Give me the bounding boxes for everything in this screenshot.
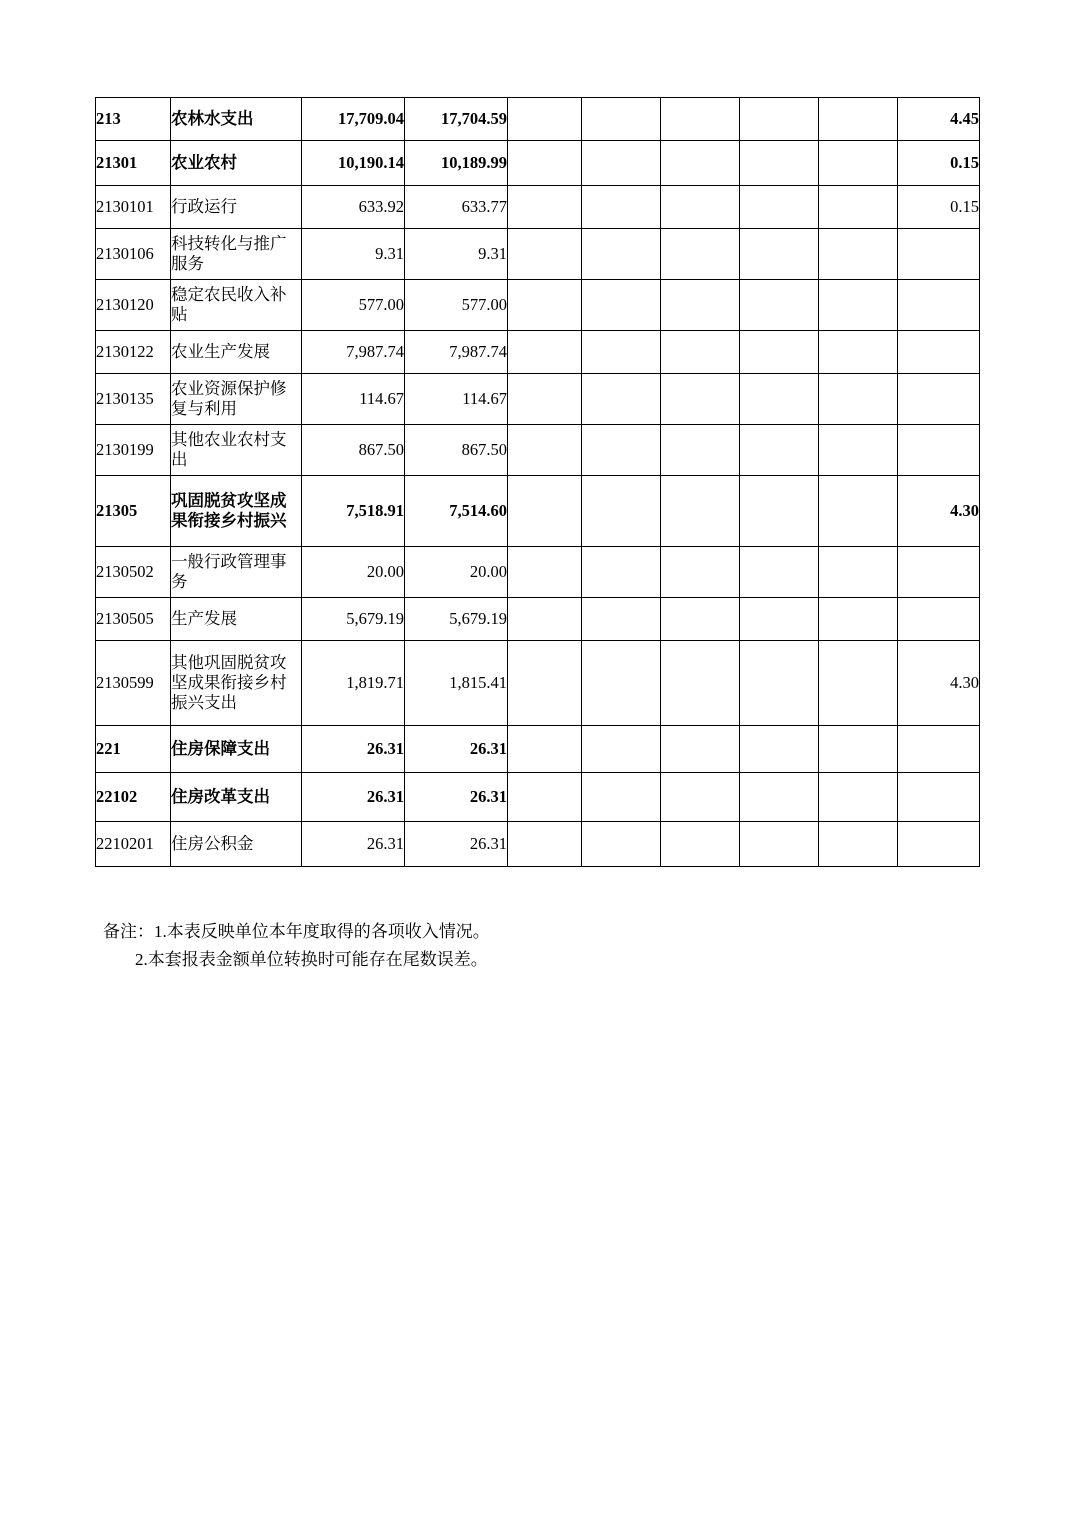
table-row — [96, 141, 980, 186]
row-value-2: 26.31 — [405, 726, 508, 773]
row-value-4 — [582, 374, 661, 425]
row-code: 2130199 — [96, 425, 171, 476]
row-value-6 — [740, 773, 819, 822]
row-value-4 — [582, 547, 661, 598]
row-code: 21301 — [96, 141, 171, 186]
row-value-5 — [661, 598, 740, 641]
row-value-2: 20.00 — [405, 547, 508, 598]
row-name: 住房公积金 — [171, 822, 302, 867]
row-value-3 — [508, 280, 582, 331]
row-value-3 — [508, 186, 582, 229]
row-name: 农业生产发展 — [171, 331, 302, 374]
row-value-6 — [740, 374, 819, 425]
row-value-1: 7,518.91 — [302, 476, 405, 547]
row-value-7 — [819, 98, 898, 141]
row-value-4 — [582, 598, 661, 641]
table-row — [96, 280, 980, 331]
table-row — [96, 641, 980, 726]
row-code: 22102 — [96, 773, 171, 822]
row-value-3 — [508, 331, 582, 374]
row-value-7 — [819, 374, 898, 425]
row-value-5 — [661, 186, 740, 229]
row-value-6 — [740, 425, 819, 476]
row-value-2: 26.31 — [405, 822, 508, 867]
row-value-8 — [898, 598, 980, 641]
row-code: 2130599 — [96, 641, 171, 726]
row-value-7 — [819, 186, 898, 229]
row-value-8 — [898, 374, 980, 425]
row-value-6 — [740, 98, 819, 141]
row-name: 农业资源保护修复与利用 — [171, 374, 302, 425]
row-value-8: 0.15 — [898, 141, 980, 186]
row-value-7 — [819, 476, 898, 547]
row-value-5 — [661, 141, 740, 186]
row-value-4 — [582, 822, 661, 867]
row-value-6 — [740, 280, 819, 331]
row-value-6 — [740, 547, 819, 598]
notes-section — [95, 918, 979, 973]
row-value-2: 633.77 — [405, 186, 508, 229]
table-row — [96, 98, 980, 141]
row-name: 农林水支出 — [171, 98, 302, 141]
row-value-1: 867.50 — [302, 425, 405, 476]
row-code: 2130101 — [96, 186, 171, 229]
row-value-1: 7,987.74 — [302, 331, 405, 374]
row-value-4 — [582, 280, 661, 331]
row-value-8 — [898, 331, 980, 374]
row-value-6 — [740, 229, 819, 280]
row-value-8 — [898, 773, 980, 822]
row-value-1: 9.31 — [302, 229, 405, 280]
row-value-4 — [582, 425, 661, 476]
row-code: 2130505 — [96, 598, 171, 641]
row-value-2: 7,987.74 — [405, 331, 508, 374]
row-value-5 — [661, 425, 740, 476]
row-value-4 — [582, 773, 661, 822]
row-value-8 — [898, 822, 980, 867]
table-row — [96, 726, 980, 773]
note-line-2: 2.本套报表金额单位转换时可能存在尾数误差。 — [135, 949, 488, 969]
row-value-1: 17,709.04 — [302, 98, 405, 141]
row-value-3 — [508, 476, 582, 547]
row-value-3 — [508, 229, 582, 280]
table-row — [96, 331, 980, 374]
row-value-2: 9.31 — [405, 229, 508, 280]
row-value-6 — [740, 476, 819, 547]
row-value-7 — [819, 547, 898, 598]
row-value-4 — [582, 331, 661, 374]
table-row — [96, 598, 980, 641]
row-value-5 — [661, 98, 740, 141]
row-name: 其他巩固脱贫攻坚成果衔接乡村振兴支出 — [171, 641, 302, 726]
row-value-6 — [740, 726, 819, 773]
row-value-2: 114.67 — [405, 374, 508, 425]
row-value-8: 0.15 — [898, 186, 980, 229]
row-value-8: 4.30 — [898, 476, 980, 547]
row-value-8 — [898, 726, 980, 773]
row-code: 2130106 — [96, 229, 171, 280]
row-value-1: 114.67 — [302, 374, 405, 425]
row-value-4 — [582, 476, 661, 547]
row-name: 住房改革支出 — [171, 773, 302, 822]
row-value-1: 577.00 — [302, 280, 405, 331]
row-value-7 — [819, 773, 898, 822]
row-value-1: 26.31 — [302, 726, 405, 773]
row-value-7 — [819, 229, 898, 280]
row-value-6 — [740, 141, 819, 186]
row-value-1: 5,679.19 — [302, 598, 405, 641]
table-row — [96, 476, 980, 547]
table-row — [96, 773, 980, 822]
row-value-8: 4.30 — [898, 641, 980, 726]
row-name: 稳定农民收入补贴 — [171, 280, 302, 331]
row-value-1: 1,819.71 — [302, 641, 405, 726]
table-row — [96, 547, 980, 598]
row-name: 巩固脱贫攻坚成果衔接乡村振兴 — [171, 476, 302, 547]
table-row — [96, 374, 980, 425]
row-value-6 — [740, 641, 819, 726]
row-value-6 — [740, 186, 819, 229]
row-value-2: 10,189.99 — [405, 141, 508, 186]
row-value-4 — [582, 186, 661, 229]
row-value-2: 867.50 — [405, 425, 508, 476]
row-value-6 — [740, 598, 819, 641]
row-value-5 — [661, 476, 740, 547]
row-name: 一般行政管理事务 — [171, 547, 302, 598]
row-value-3 — [508, 425, 582, 476]
row-code: 2130135 — [96, 374, 171, 425]
row-value-7 — [819, 331, 898, 374]
table-row — [96, 229, 980, 280]
financial-table — [95, 97, 980, 867]
table-row — [96, 186, 980, 229]
row-code: 2130122 — [96, 331, 171, 374]
row-value-4 — [582, 229, 661, 280]
row-value-8: 4.45 — [898, 98, 980, 141]
row-value-2: 577.00 — [405, 280, 508, 331]
row-value-8 — [898, 280, 980, 331]
row-value-5 — [661, 547, 740, 598]
row-value-5 — [661, 822, 740, 867]
row-code: 2130120 — [96, 280, 171, 331]
row-value-2: 5,679.19 — [405, 598, 508, 641]
row-name: 生产发展 — [171, 598, 302, 641]
row-value-1: 20.00 — [302, 547, 405, 598]
row-value-7 — [819, 280, 898, 331]
row-value-8 — [898, 229, 980, 280]
row-value-4 — [582, 641, 661, 726]
row-value-3 — [508, 141, 582, 186]
row-value-5 — [661, 773, 740, 822]
table-row — [96, 822, 980, 867]
row-code: 221 — [96, 726, 171, 773]
row-value-5 — [661, 641, 740, 726]
row-value-3 — [508, 641, 582, 726]
row-name: 农业农村 — [171, 141, 302, 186]
row-value-7 — [819, 598, 898, 641]
row-value-4 — [582, 726, 661, 773]
row-value-5 — [661, 280, 740, 331]
row-value-1: 26.31 — [302, 822, 405, 867]
row-value-7 — [819, 141, 898, 186]
row-value-2: 7,514.60 — [405, 476, 508, 547]
table-row — [96, 425, 980, 476]
row-value-4 — [582, 141, 661, 186]
row-value-5 — [661, 374, 740, 425]
row-value-3 — [508, 773, 582, 822]
row-value-2: 1,815.41 — [405, 641, 508, 726]
row-value-5 — [661, 229, 740, 280]
row-value-7 — [819, 425, 898, 476]
row-code: 213 — [96, 98, 171, 141]
row-value-6 — [740, 822, 819, 867]
row-value-1: 633.92 — [302, 186, 405, 229]
row-name: 住房保障支出 — [171, 726, 302, 773]
row-value-8 — [898, 547, 980, 598]
row-name: 行政运行 — [171, 186, 302, 229]
row-value-3 — [508, 374, 582, 425]
row-code: 21305 — [96, 476, 171, 547]
row-value-7 — [819, 726, 898, 773]
row-value-6 — [740, 331, 819, 374]
row-value-5 — [661, 726, 740, 773]
row-value-2: 17,704.59 — [405, 98, 508, 141]
row-value-7 — [819, 822, 898, 867]
row-code: 2130502 — [96, 547, 171, 598]
row-value-3 — [508, 98, 582, 141]
row-value-8 — [898, 425, 980, 476]
row-value-1: 10,190.14 — [302, 141, 405, 186]
row-value-3 — [508, 547, 582, 598]
row-value-3 — [508, 598, 582, 641]
row-value-4 — [582, 98, 661, 141]
row-value-1: 26.31 — [302, 773, 405, 822]
row-name: 科技转化与推广服务 — [171, 229, 302, 280]
note-line-1: 备注：1.本表反映单位本年度取得的各项收入情况。 — [103, 922, 490, 941]
row-value-3 — [508, 822, 582, 867]
row-value-3 — [508, 726, 582, 773]
financial-table-container — [95, 97, 979, 867]
row-name: 其他农业农村支出 — [171, 425, 302, 476]
row-value-5 — [661, 331, 740, 374]
row-value-7 — [819, 641, 898, 726]
row-value-2: 26.31 — [405, 773, 508, 822]
row-code: 2210201 — [96, 822, 171, 867]
